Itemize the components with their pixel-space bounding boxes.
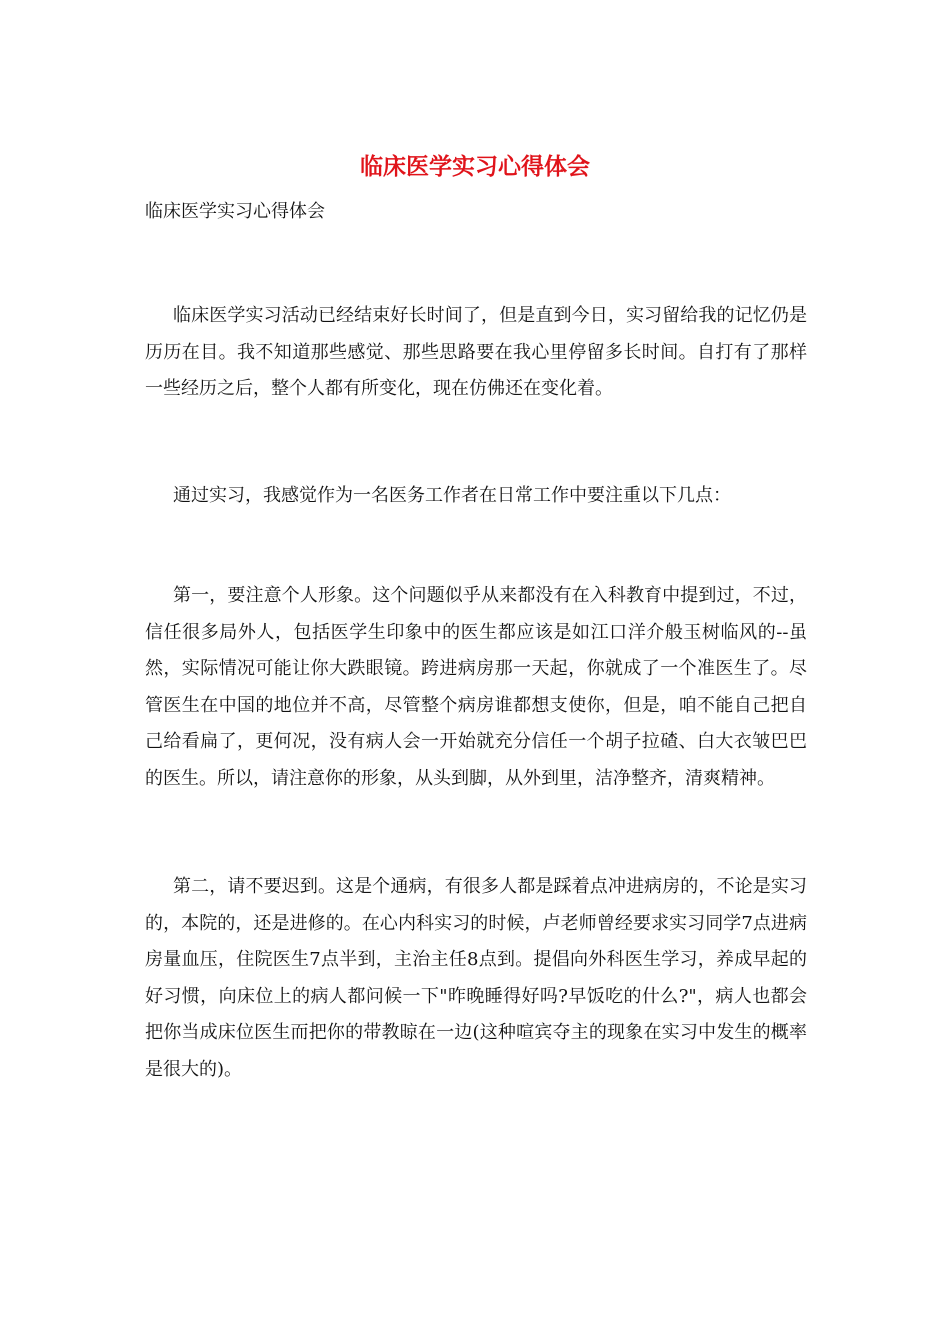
paragraph-intro: 临床医学实习活动已经结束好长时间了，但是直到今日，实习留给我的记忆仍是历历在目。我不知道那些感觉、那些思路要在我心里停留多长时间。自打有了那样一些经历之后，整个人都有所变化，现在仿佛还在变化着。 xyxy=(145,305,807,399)
paragraph-summary: 通过实习，我感觉作为一名医务工作者在日常工作中要注重以下几点： xyxy=(173,485,731,506)
document-subtitle: 临床医学实习心得体会 xyxy=(145,201,325,222)
paragraph-point-one: 第一，要注意个人形象。这个问题似乎从来都没有在入科教育中提到过，不过，信任很多局外人，包括医学生印象中的医生都应该是如江口洋介般玉树临风的--虽然，实际情况可能让你大跌眼镜。跨进病房那一天起，你就成了一个准医生了。尽管医生在中国的地位并不高，尽管整个病房谁都想支使你，但是，咱不能自己把自己给看扁了，更何况，没有病人会一开始就充分信任一个胡子拉碴、白大衣皱巴巴的医生。所以，请注意你的形象，从头到脚，从外到里，洁净整齐，清爽精神。 xyxy=(145,585,807,789)
paragraph-point-two: 第二，请不要迟到。这是个通病，有很多人都是踩着点冲进病房的，不论是实习的，本院的，还是进修的。在心内科实习的时候，卢老师曾经要求实习同学7点进病房量血压，住院医生7点半到，主治主任8点到。提倡向外科医生学习，养成早起的好习惯，向床位上的病人都问候一下"昨晚睡得好吗?早饭吃的什么?"，病人也都会把你当成床位医生而把你的带教晾在一边(这种喧宾夺主的现象在实习中发生的概率是很大的)。 xyxy=(145,876,807,1080)
document-title: 临床医学实习心得体会 xyxy=(360,153,590,180)
